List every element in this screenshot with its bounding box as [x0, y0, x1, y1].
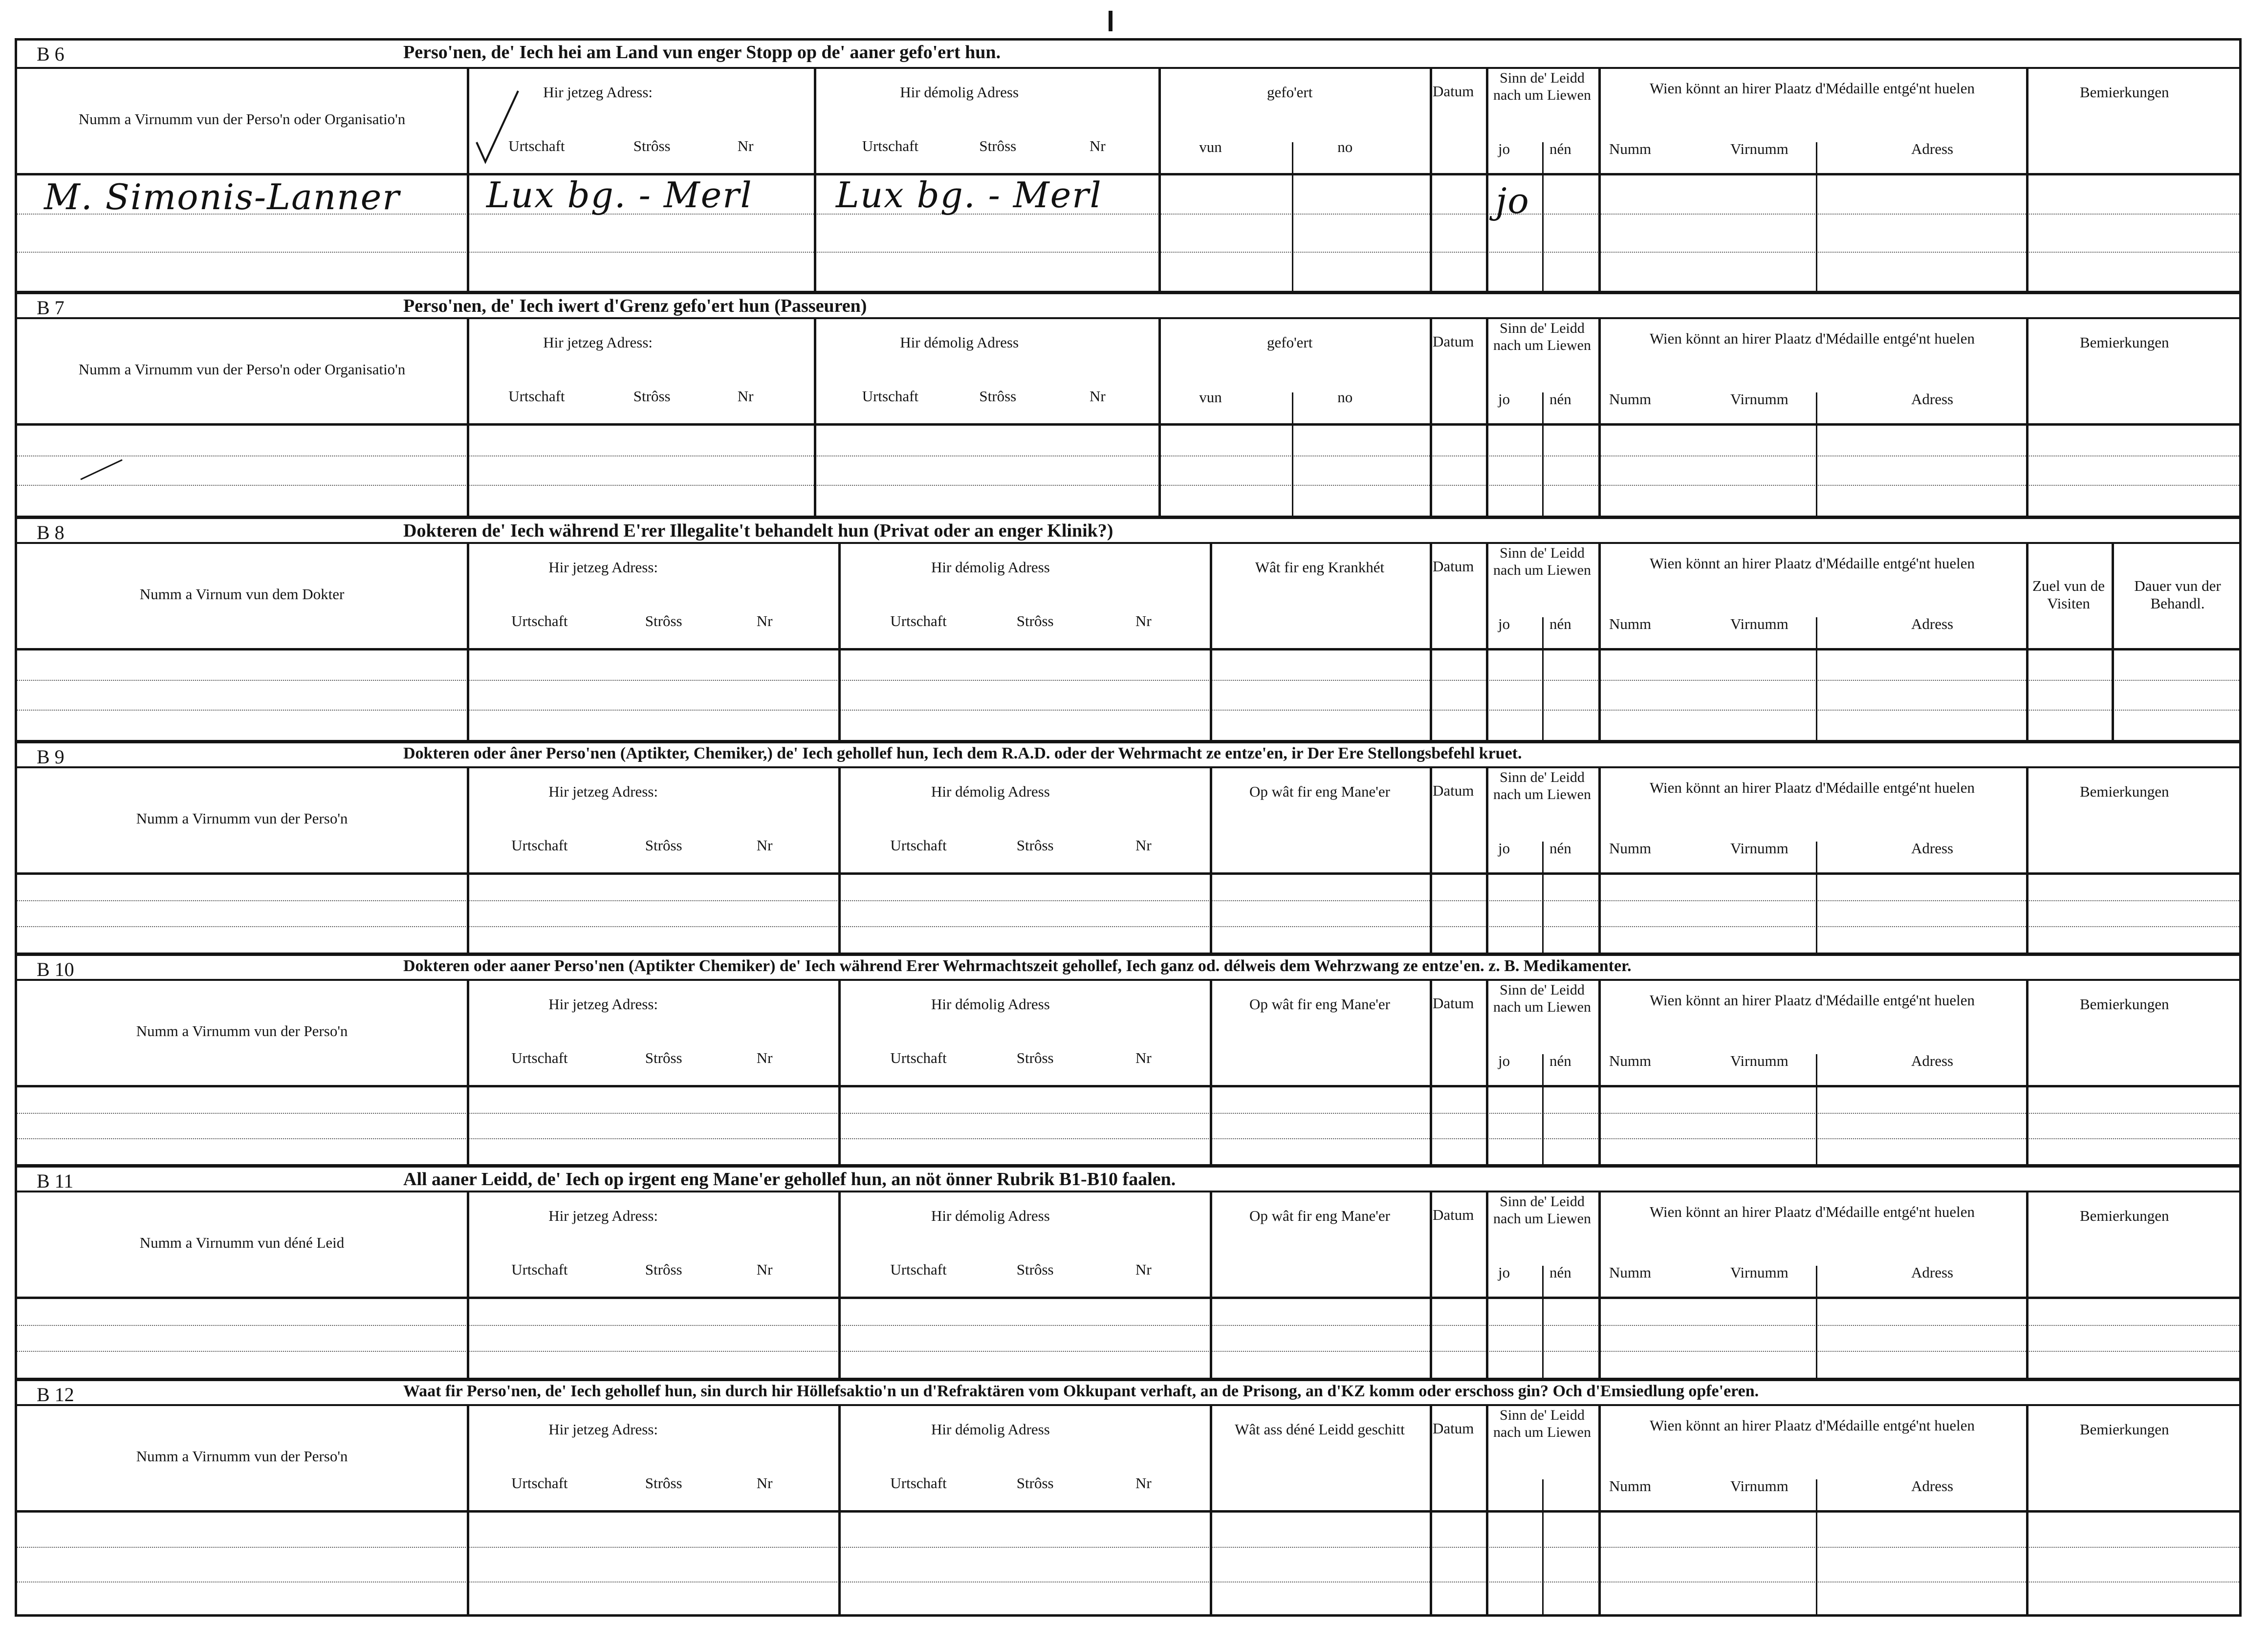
stross-label: Strôss — [645, 612, 682, 629]
alive-header: Sinn de' Leidd nach um Liewen — [1493, 320, 1591, 353]
section-code: B 6 — [37, 43, 65, 65]
column-rule — [467, 1192, 469, 1378]
datum-header: Datum — [1433, 333, 1474, 350]
entry-rows[interactable] — [17, 875, 2239, 953]
column-rule — [2026, 544, 2028, 740]
from-label: vun — [1199, 138, 1222, 155]
column-rule — [1430, 1406, 1432, 1617]
name-column-header: Numm a Virnumm vun der Perso'n — [136, 1022, 348, 1040]
urtschaft-label: Urtschaft — [508, 388, 565, 405]
subcolumn-rule — [1292, 392, 1293, 516]
subcolumn-rule — [1816, 842, 1817, 953]
medal-address-label: Adress — [1911, 1264, 1954, 1281]
yes-label: jo — [1498, 840, 1510, 857]
nr-label: Nr — [1135, 1474, 1152, 1492]
entry-rows[interactable] — [17, 426, 2239, 516]
section-title: Dokteren oder aaner Perso'nen (Aptikter Chemiker) de' Iech während Erer Wehrmachtszeit gehollef, Iech ganz od. délweis dem Wehrzwang ze entze'en. z. B. Medikamenter. — [403, 957, 1632, 975]
yes-label: jo — [1498, 1264, 1510, 1281]
name-column-header: Numm a Virnumm vun déné Leid — [139, 1234, 345, 1251]
top-tick-mark — [1109, 11, 1112, 31]
stross-label: Strôss — [1016, 612, 1054, 629]
stross-label: Strôss — [1016, 837, 1054, 854]
column-rule — [2026, 981, 2028, 1164]
no-label: nén — [1549, 1052, 1571, 1069]
stross-label: Strôss — [1016, 1474, 1054, 1492]
datum-header: Datum — [1433, 995, 1474, 1012]
stross-label: Strôss — [979, 388, 1017, 405]
medal-address-label: Adress — [1911, 1477, 1954, 1495]
nr-label: Nr — [1090, 388, 1106, 405]
column-rule — [1486, 544, 1488, 740]
middle-column-header: Wât fir eng Krankhét — [1255, 559, 1385, 576]
no-label: nén — [1549, 140, 1571, 157]
column-rule — [2112, 544, 2114, 740]
entry-rows[interactable] — [17, 1513, 2239, 1617]
column-rule — [1430, 319, 1432, 516]
middle-column-header: Op wât fir eng Mane'er — [1249, 1207, 1390, 1224]
medal-name-label: Numm — [1609, 1477, 1652, 1495]
name-column-header: Numm a Virnumm vun der Perso'n oder Organisatio'n — [78, 110, 406, 128]
alive-header: Sinn de' Leidd nach um Liewen — [1493, 545, 1591, 578]
column-rule — [1430, 768, 1432, 953]
column-rule — [2026, 319, 2028, 516]
medal-address-label: Adress — [1911, 1052, 1954, 1069]
column-rule — [2026, 69, 2028, 291]
subcolumn-rule — [1542, 1266, 1544, 1378]
entry-line[interactable] — [17, 455, 2239, 456]
remarks-header: Bemierkungen — [2080, 84, 2169, 101]
column-rule — [1158, 69, 1161, 291]
urtschaft-label: Urtschaft — [862, 388, 919, 405]
datum-header: Datum — [1433, 558, 1474, 575]
column-rule — [467, 544, 469, 740]
nr-label: Nr — [756, 612, 773, 629]
medal-name-label: Numm — [1609, 615, 1652, 632]
column-rule — [838, 981, 841, 1164]
name-column-header: Numm a Virnumm vun der Perso'n oder Organisatio'n — [78, 361, 406, 378]
section-b7 — [17, 291, 2239, 516]
column-rule — [1210, 768, 1212, 953]
column-rule — [1486, 981, 1488, 1164]
nr-label: Nr — [756, 1261, 773, 1278]
current-address-header: Hir jetzeg Adress: — [548, 1421, 658, 1438]
medal-address-label: Adress — [1911, 140, 1954, 157]
medal-name-label: Numm — [1609, 840, 1652, 857]
medal-name-label: Numm — [1609, 140, 1652, 157]
column-rule — [467, 768, 469, 953]
section-heading — [17, 953, 2239, 981]
subcolumn-rule — [1542, 842, 1544, 953]
handwritten-alive: jo — [1496, 180, 1530, 221]
subcolumn-rule — [1292, 142, 1293, 291]
former-address-header: Hir démolig Adress — [931, 559, 1050, 576]
urtschaft-label: Urtschaft — [511, 1261, 568, 1278]
subcolumn-rule — [1542, 142, 1544, 291]
entry-rows[interactable] — [17, 1299, 2239, 1378]
nr-label: Nr — [1135, 1261, 1152, 1278]
subcolumn-rule — [1542, 617, 1544, 740]
stross-label: Strôss — [1016, 1261, 1054, 1278]
handwritten-former-address: Lux bg. - Merl — [836, 174, 1102, 216]
entry-line[interactable] — [17, 1547, 2239, 1548]
transported-header: gefo'ert — [1267, 84, 1313, 101]
column-rule — [1598, 69, 1601, 291]
section-b11 — [17, 1164, 2239, 1378]
pen-check-mark — [472, 88, 525, 167]
subcolumn-rule — [1816, 1054, 1817, 1164]
remarks-header: Bemierkungen — [2080, 1421, 2169, 1438]
entry-line[interactable] — [17, 1325, 2239, 1326]
current-address-header: Hir jetzeg Adress: — [548, 783, 658, 800]
subcolumn-rule — [1542, 392, 1544, 516]
former-address-header: Hir démolig Adress — [931, 783, 1050, 800]
name-column-header: Numm a Virnumm vun der Perso'n — [136, 810, 348, 827]
urtschaft-label: Urtschaft — [511, 837, 568, 854]
medal-header: Wien könnt an hirer Plaatz d'Médaille entgé'nt huelen — [1649, 555, 1975, 572]
nr-label: Nr — [737, 137, 754, 154]
yes-label: jo — [1498, 1052, 1510, 1069]
column-rule — [838, 1406, 841, 1617]
section-code: B 8 — [37, 521, 65, 543]
alive-header: Sinn de' Leidd nach um Liewen — [1493, 1193, 1591, 1227]
column-rule — [1486, 1192, 1488, 1378]
medal-address-label: Adress — [1911, 615, 1954, 632]
alive-header: Sinn de' Leidd nach um Liewen — [1493, 1407, 1591, 1440]
section-b9 — [17, 740, 2239, 953]
section-title: Perso'nen, de' Iech iwert d'Grenz gefo'ert hun (Passeuren) — [403, 296, 867, 316]
section-code: B 12 — [37, 1384, 74, 1406]
former-address-header: Hir démolig Adress — [900, 84, 1019, 101]
section-b8 — [17, 516, 2239, 740]
entry-line[interactable] — [17, 900, 2239, 901]
column-rule — [1598, 319, 1601, 516]
duration-header: Dauer vun der Behandl. — [2134, 577, 2221, 612]
column-rule — [1486, 69, 1488, 291]
middle-column-header: Wât ass déné Leidd geschitt — [1235, 1421, 1405, 1438]
column-rule — [2026, 768, 2028, 953]
form-sheet — [15, 38, 2242, 1617]
datum-header: Datum — [1433, 1420, 1474, 1437]
subcolumn-rule — [1816, 1479, 1817, 1617]
column-rule — [1210, 544, 1212, 740]
alive-header: Sinn de' Leidd nach um Liewen — [1493, 70, 1591, 103]
medal-name-label: Numm — [1609, 1052, 1652, 1069]
column-rule — [1486, 319, 1488, 516]
visits-header: Zuel vun de Visiten — [2032, 577, 2105, 612]
section-heading — [17, 516, 2239, 544]
section-heading — [17, 291, 2239, 319]
entry-rows[interactable] — [17, 650, 2239, 740]
column-rule — [1486, 768, 1488, 953]
stross-label: Strôss — [979, 137, 1017, 154]
alive-header: Sinn de' Leidd nach um Liewen — [1493, 769, 1591, 802]
section-title: Perso'nen, de' Iech hei am Land vun enger Stopp op de' aaner gefo'ert hun. — [403, 42, 1001, 63]
handwritten-current-address: Lux bg. - Merl — [486, 174, 753, 216]
subcolumn-rule — [1542, 1479, 1544, 1617]
section-title: Dokteren oder âner Perso'nen (Aptikter, Chemiker,) de' Iech gehollef hun, Iech dem R.A.D. oder der Wehrmacht ze entze'en, ir Der Ere Stellongsbefehl kruet. — [403, 744, 1522, 762]
entry-line[interactable] — [17, 1113, 2239, 1114]
section-b6 — [17, 41, 2239, 291]
column-rule — [1210, 981, 1212, 1164]
urtschaft-label: Urtschaft — [511, 612, 568, 629]
section-b12 — [17, 1378, 2239, 1617]
subcolumn-rule — [1816, 1266, 1817, 1378]
medal-firstname-label: Virnumm — [1730, 1052, 1788, 1069]
pen-stroke-mark — [76, 455, 134, 484]
datum-header: Datum — [1433, 1206, 1474, 1223]
column-rule — [467, 69, 469, 291]
column-rule — [1430, 69, 1432, 291]
alive-header: Sinn de' Leidd nach um Liewen — [1493, 982, 1591, 1015]
nr-label: Nr — [1135, 1049, 1152, 1066]
medal-address-label: Adress — [1911, 390, 1954, 408]
column-rule — [1430, 544, 1432, 740]
column-rule — [838, 768, 841, 953]
subcolumn-rule — [1816, 617, 1817, 740]
column-rule — [1158, 319, 1161, 516]
entry-line[interactable] — [17, 252, 2239, 253]
stross-label: Strôss — [1016, 1049, 1054, 1066]
former-address-header: Hir démolig Adress — [931, 996, 1050, 1013]
remarks-header: Bemierkungen — [2080, 996, 2169, 1013]
section-code: B 9 — [37, 746, 65, 768]
column-rule — [1430, 981, 1432, 1164]
handwritten-name: M. Simonis-Lanner — [44, 176, 400, 217]
to-label: no — [1337, 138, 1353, 155]
medal-firstname-label: Virnumm — [1730, 140, 1788, 157]
current-address-header: Hir jetzeg Adress: — [548, 1207, 658, 1224]
urtschaft-label: Urtschaft — [890, 1261, 947, 1278]
urtschaft-label: Urtschaft — [862, 137, 919, 154]
entry-line[interactable] — [17, 1138, 2239, 1139]
medal-header: Wien könnt an hirer Plaatz d'Médaille entgé'nt huelen — [1649, 779, 1975, 796]
subcolumn-rule — [1542, 1054, 1544, 1164]
medal-firstname-label: Virnumm — [1730, 390, 1788, 408]
column-rule — [467, 1406, 469, 1617]
medal-firstname-label: Virnumm — [1730, 1264, 1788, 1281]
column-rule — [814, 69, 816, 291]
column-rule — [1210, 1192, 1212, 1378]
column-rule — [1598, 1192, 1601, 1378]
column-rule — [1598, 768, 1601, 953]
column-rule — [1486, 1406, 1488, 1617]
column-rule — [2026, 1192, 2028, 1378]
current-address-header: Hir jetzeg Adress: — [548, 996, 658, 1013]
medal-firstname-label: Virnumm — [1730, 1477, 1788, 1495]
datum-header: Datum — [1433, 83, 1474, 100]
medal-header: Wien könnt an hirer Plaatz d'Médaille entgé'nt huelen — [1649, 80, 1975, 97]
stross-label: Strôss — [645, 1049, 682, 1066]
to-label: no — [1337, 389, 1353, 406]
section-heading — [17, 41, 2239, 69]
urtschaft-label: Urtschaft — [890, 612, 947, 629]
entry-line[interactable] — [17, 680, 2239, 681]
current-address-header: Hir jetzeg Adress: — [543, 334, 653, 351]
datum-header: Datum — [1433, 782, 1474, 799]
from-label: vun — [1199, 389, 1222, 406]
column-rule — [2026, 1406, 2028, 1617]
section-heading — [17, 1378, 2239, 1406]
section-title: Waat fir Perso'nen, de' Iech gehollef hun, sin durch hir Höllefsaktio'n un d'Refraktären vom Okkupant verhaft, an de Prisong, an d'KZ komm oder erschoss gin? Och d'Emsiedlung opfe'eren. — [403, 1382, 1759, 1400]
medal-header: Wien könnt an hirer Plaatz d'Médaille entgé'nt huelen — [1649, 992, 1975, 1009]
middle-column-header: Op wât fir eng Mane'er — [1249, 996, 1390, 1013]
urtschaft-label: Urtschaft — [890, 1049, 947, 1066]
former-address-header: Hir démolig Adress — [931, 1207, 1050, 1224]
subcolumn-rule — [1816, 142, 1817, 291]
yes-label: jo — [1498, 140, 1510, 157]
entry-line[interactable] — [17, 926, 2239, 927]
nr-label: Nr — [756, 1474, 773, 1492]
section-code: B 10 — [37, 958, 74, 980]
remarks-header: Bemierkungen — [2080, 1207, 2169, 1224]
column-rule — [814, 319, 816, 516]
stross-label: Strôss — [633, 137, 671, 154]
urtschaft-label: Urtschaft — [508, 137, 565, 154]
column-rule — [1598, 981, 1601, 1164]
current-address-header: Hir jetzeg Adress: — [543, 84, 653, 101]
medal-address-label: Adress — [1911, 840, 1954, 857]
nr-label: Nr — [1135, 612, 1152, 629]
column-rule — [1430, 1192, 1432, 1378]
stross-label: Strôss — [633, 388, 671, 405]
section-title: All aaner Leidd, de' Iech op irgent eng Mane'er gehollef hun, an nöt önner Rubrik B1-B10 faalen. — [403, 1169, 1176, 1190]
nr-label: Nr — [1135, 837, 1152, 854]
entry-line[interactable] — [17, 1351, 2239, 1352]
entry-rows[interactable] — [17, 1087, 2239, 1164]
column-rule — [838, 1192, 841, 1378]
yes-label: jo — [1498, 615, 1510, 632]
section-heading — [17, 740, 2239, 768]
no-label: nén — [1549, 1264, 1571, 1281]
column-rule — [467, 981, 469, 1164]
yes-label: jo — [1498, 390, 1510, 408]
medal-header: Wien könnt an hirer Plaatz d'Médaille entgé'nt huelen — [1649, 1203, 1975, 1220]
remarks-header: Bemierkungen — [2080, 783, 2169, 800]
nr-label: Nr — [737, 388, 754, 405]
urtschaft-label: Urtschaft — [890, 837, 947, 854]
no-label: nén — [1549, 615, 1571, 632]
middle-column-header: Op wât fir eng Mane'er — [1249, 783, 1390, 800]
nr-label: Nr — [756, 1049, 773, 1066]
medal-header: Wien könnt an hirer Plaatz d'Médaille entgé'nt huelen — [1649, 330, 1975, 347]
current-address-header: Hir jetzeg Adress: — [548, 559, 658, 576]
medal-firstname-label: Virnumm — [1730, 840, 1788, 857]
section-code: B 7 — [37, 297, 65, 319]
stross-label: Strôss — [645, 837, 682, 854]
urtschaft-label: Urtschaft — [511, 1474, 568, 1492]
column-rule — [1598, 1406, 1601, 1617]
name-column-header: Numm a Virnum vun dem Dokter — [139, 585, 345, 603]
stross-label: Strôss — [645, 1261, 682, 1278]
column-rule — [467, 319, 469, 516]
subcolumn-rule — [1816, 392, 1817, 516]
medal-name-label: Numm — [1609, 1264, 1652, 1281]
former-address-header: Hir démolig Adress — [931, 1421, 1050, 1438]
section-b10 — [17, 953, 2239, 1164]
medal-header: Wien könnt an hirer Plaatz d'Médaille entgé'nt huelen — [1649, 1417, 1975, 1434]
section-title: Dokteren de' Iech während E'rer Illegalite't behandelt hun (Privat oder an enger Klinik?) — [403, 520, 1113, 541]
urtschaft-label: Urtschaft — [511, 1049, 568, 1066]
medal-firstname-label: Virnumm — [1730, 615, 1788, 632]
entry-line[interactable] — [17, 485, 2239, 486]
stross-label: Strôss — [645, 1474, 682, 1492]
remarks-header: Bemierkungen — [2080, 334, 2169, 351]
medal-name-label: Numm — [1609, 390, 1652, 408]
transported-header: gefo'ert — [1267, 334, 1313, 351]
no-label: nén — [1549, 390, 1571, 408]
entry-line[interactable] — [17, 710, 2239, 711]
nr-label: Nr — [1090, 137, 1106, 154]
no-label: nén — [1549, 840, 1571, 857]
column-rule — [1210, 1406, 1212, 1617]
nr-label: Nr — [756, 837, 773, 854]
column-rule — [1598, 544, 1601, 740]
urtschaft-label: Urtschaft — [890, 1474, 947, 1492]
section-heading — [17, 1164, 2239, 1192]
name-column-header: Numm a Virnumm vun der Perso'n — [136, 1448, 348, 1465]
former-address-header: Hir démolig Adress — [900, 334, 1019, 351]
column-rule — [838, 544, 841, 740]
section-code: B 11 — [37, 1170, 74, 1192]
